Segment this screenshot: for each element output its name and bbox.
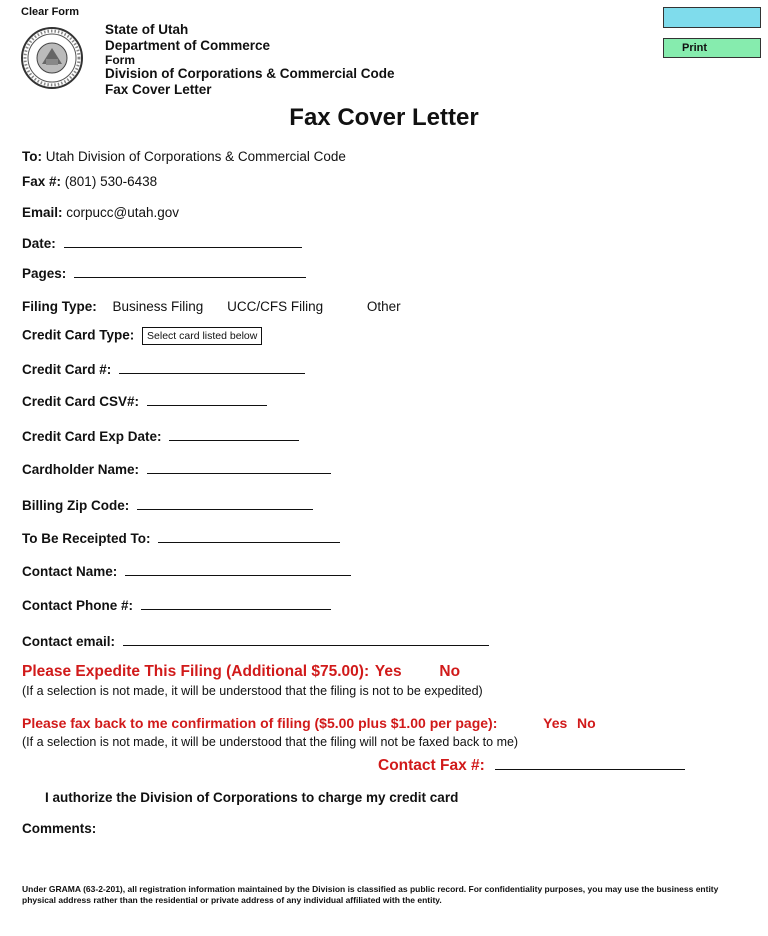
contact-phone-label: Contact Phone #:	[22, 598, 134, 613]
credit-card-type-label: Credit Card Type:	[22, 327, 135, 343]
expedite-no-option[interactable]: No	[439, 663, 461, 680]
date-label: Date:	[22, 236, 56, 251]
credit-card-number-row	[22, 360, 305, 377]
pages-field[interactable]	[74, 264, 306, 278]
credit-card-type-select[interactable]: Select card listed below	[142, 327, 262, 345]
contact-email-label: Contact email:	[22, 634, 116, 649]
credit-card-exp-field[interactable]	[169, 427, 299, 441]
cardholder-row	[22, 460, 331, 477]
billing-zip-row	[22, 496, 313, 513]
expedite-row	[22, 663, 460, 681]
header-form-name: Fax Cover Letter	[105, 82, 212, 97]
to-value: Utah Division of Corporations & Commercial Code	[45, 149, 346, 164]
fax-label: Fax #:	[22, 174, 62, 189]
contact-name-row	[22, 562, 351, 579]
header-state: State of Utah	[105, 22, 189, 37]
contact-fax-label: Contact Fax #:	[378, 757, 485, 774]
filing-type-label: Filing Type:	[22, 299, 97, 314]
page-title: Fax Cover Letter	[289, 104, 479, 131]
contact-email-row	[22, 632, 489, 649]
pages-row	[22, 264, 306, 281]
expedite-question: Please Expedite This Filing (Additional $75.00):	[22, 663, 370, 680]
faxback-question: Please fax back to me confirmation of filing ($5.00 plus $1.00 per page):	[22, 715, 498, 731]
cardholder-field[interactable]	[147, 460, 331, 474]
cardholder-label: Cardholder Name:	[22, 462, 140, 477]
email-row	[22, 205, 179, 220]
credit-card-exp-row	[22, 427, 299, 444]
contact-fax-field[interactable]	[495, 756, 685, 770]
comments-row	[22, 821, 96, 836]
blank-button[interactable]	[663, 7, 761, 28]
faxback-yes-option[interactable]: Yes	[543, 715, 568, 731]
credit-card-csv-label: Credit Card CSV#:	[22, 394, 140, 409]
expedite-yes-option[interactable]: Yes	[374, 663, 402, 680]
authorize-statement: I authorize the Division of Corporations to charge my credit card	[45, 790, 459, 805]
receipted-to-field[interactable]	[158, 529, 340, 543]
filing-type-row	[22, 299, 401, 314]
credit-card-type-row	[22, 327, 262, 345]
comments-field[interactable]	[22, 838, 722, 878]
agency-header	[105, 22, 395, 98]
filing-option-ucc[interactable]: UCC/CFS Filing	[227, 299, 324, 314]
faxback-row	[22, 715, 596, 731]
to-row	[22, 149, 346, 164]
pages-label: Pages:	[22, 266, 67, 281]
comments-label: Comments:	[22, 821, 97, 836]
credit-card-csv-field[interactable]	[147, 392, 267, 406]
header-department: Department of Commerce	[105, 38, 271, 53]
receipted-to-row	[22, 529, 340, 546]
date-row	[22, 234, 302, 251]
contact-fax-row	[378, 756, 685, 775]
state-seal-icon	[20, 26, 84, 90]
print-button[interactable]: Print	[663, 38, 761, 58]
credit-card-exp-label: Credit Card Exp Date:	[22, 429, 162, 444]
faxback-note: (If a selection is not made, it will be understood that the filing will not be faxed back to me)	[22, 735, 519, 749]
filing-option-business[interactable]: Business Filing	[112, 299, 204, 314]
filing-option-other[interactable]: Other	[366, 299, 401, 314]
expedite-note: (If a selection is not made, it will be understood that the filing is not to be expedited)	[22, 684, 483, 698]
contact-name-field[interactable]	[125, 562, 351, 576]
receipted-to-label: To Be Receipted To:	[22, 531, 151, 546]
contact-phone-field[interactable]	[141, 596, 331, 610]
credit-card-csv-row	[22, 392, 267, 409]
credit-card-number-field[interactable]	[119, 360, 305, 374]
clear-form-button[interactable]: Clear Form	[21, 6, 80, 18]
contact-name-label: Contact Name:	[22, 564, 118, 579]
fax-row	[22, 174, 157, 189]
contact-phone-row	[22, 596, 331, 613]
credit-card-number-label: Credit Card #:	[22, 362, 112, 377]
grama-notice: Under GRAMA (63-2-201), all registration information maintained by the Division is classified as public record. For confidentiality purposes, you may use the business entity physical address rather than the residential or private address of any individual affiliated with the entity.	[22, 884, 719, 905]
contact-email-field[interactable]	[123, 632, 489, 646]
email-label: Email:	[22, 205, 63, 220]
date-field[interactable]	[64, 234, 302, 248]
billing-zip-field[interactable]	[137, 496, 313, 510]
fax-value: (801) 530-6438	[64, 174, 158, 189]
faxback-no-option[interactable]: No	[577, 715, 596, 731]
header-division: Division of Corporations & Commercial Code	[105, 66, 395, 81]
to-label: To:	[22, 149, 42, 164]
billing-zip-label: Billing Zip Code:	[22, 498, 130, 513]
header-form: Form	[105, 53, 135, 67]
email-value: corpucc@utah.gov	[66, 205, 180, 220]
